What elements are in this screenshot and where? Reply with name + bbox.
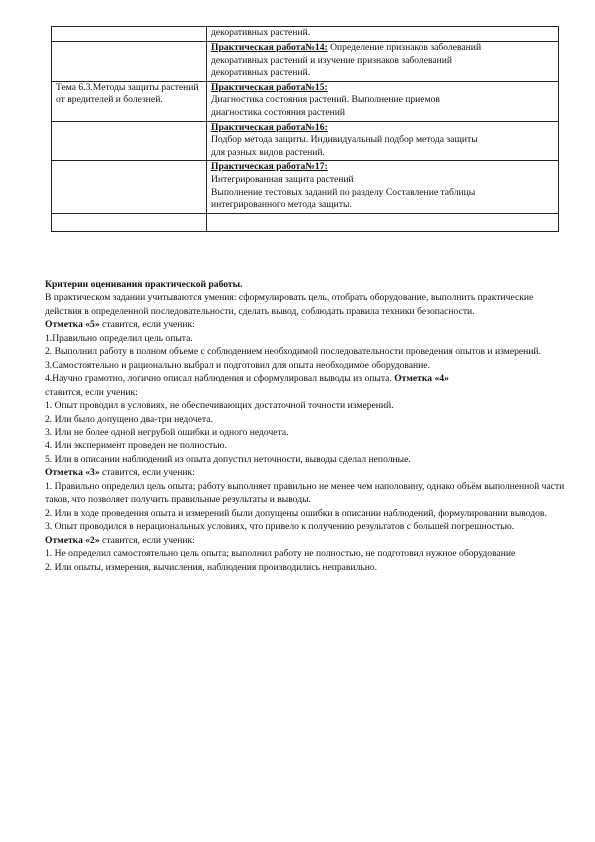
work-cell [207,81,559,121]
topic-cell [52,27,207,42]
criteria-intro: В практическом задании учитываются умения: сформулировать цель, отобрать оборудование, выполнить практические действия в определенной последовательности, сделать вывод, соблюдать правила техники безопасности. [45,292,534,317]
work-text: декоративных растений. [211,67,311,79]
grade-2-heading [45,534,565,547]
work-text: Выполнение тестовых заданий по разделу Составление таблицы [211,186,476,198]
table-row [52,121,559,161]
grade-3-item: 1. Правильно определил цель опыта; работу выполняет правильно не менее чем наполовину, однако объём выполненной части таков, что позволяет получить правильные результаты и выводы. [45,480,565,506]
grade-label: Отметка «2» [45,534,100,546]
topic-cell [52,42,207,82]
work-title: Практическая работа№17: [211,161,328,173]
work-text: Подбор метода защиты. Индивидуальный подбор метода защиты [211,134,478,146]
work-text: декоративных растений. [211,27,311,38]
grade-tail: ставится, если ученик: [99,467,195,479]
topic-cell [52,161,207,213]
work-title: Практическая работа№16: [211,121,328,133]
grade-3-heading [45,466,565,479]
work-title: Практическая работа№15: [211,81,328,93]
criteria-heading: Критерии оценивания практической работы. [45,279,243,290]
work-cell [207,121,559,161]
work-cell [207,27,559,42]
grade-tail: ставится, если ученик: [99,319,195,331]
grade-4-item: 4. Или эксперимент проведен не полностью. [45,440,227,452]
grade-3-item: 3. Опыт проводился в нерациональных условиях, что привело к получению результатов с большей погрешностью. [45,521,515,533]
grade-label: Отметка «3» [45,467,100,479]
grade-4-item: 5. Или в описании наблюдений из опыта допустил неточности, выводы сделал неполные. [45,453,411,465]
grade-5-item: 1.Правильно определил цель опыта. [45,332,193,344]
work-text: Диагностика состояния растений. Выполнение приемов [211,94,440,106]
grade-3-item: 2. Или в ходе проведения опыта и измерений были допущены ошибки в описании наблюдений, формулировании выводов. [45,507,547,519]
topic-cell [52,213,207,231]
work-text: для разных видов растений. [211,146,325,158]
topic-cell [52,121,207,161]
grade-5-item: 2. Выполнил работу в полном объеме с соблюдением необходимой последовательности проведения опытов и измерений. [45,346,541,358]
work-title: Практическая работа№14: [211,42,328,53]
table-row [52,81,559,121]
practical-works-table [51,26,559,232]
work-title-tail: Определение признаков заболеваний [327,42,482,53]
table-row [52,27,559,42]
table-row [52,213,559,231]
work-cell [207,213,559,231]
grade-4-item: 3. Или не более одной негрубой ошибки и одного недочета. [45,426,289,438]
work-cell [207,161,559,213]
grade-5-item [45,372,565,385]
table-row [52,161,559,213]
grade-5-heading [45,318,565,331]
grade-2-item: 2. Или опыты, измерения, вычисления, наблюдения производились неправильно. [45,561,378,573]
grade-tail: ставится, если ученик: [99,534,195,546]
work-text: декоративных растений и изучение признаков заболеваний [211,54,453,66]
grade-5-item: 3.Самостоятельно и рационально выбрал и подготовил для опыта необходимое оборудование. [45,359,430,371]
grade-label: Отметка «5» [45,319,100,331]
topic-cell: Тема 6.3.Методы защиты растений от вредителей и болезней. [52,81,207,121]
grade-label: Отметка «4» [394,373,449,385]
work-cell [207,42,559,82]
grade-4-tail: ставится, если ученик: [45,386,138,398]
grade-4-item: 2. Или было допущено два-три недочета. [45,413,213,425]
grade-5-item-text: 4.Научно грамотно, логично описал наблюдения и сформулировал выводы из опыта. [45,373,392,385]
grade-4-item: 1. Опыт проводил в условиях, не обеспечивающих достаточной точности измерений. [45,400,394,412]
work-text: интегрированного метода защиты. [211,199,352,211]
table-row [52,42,559,82]
work-text: Интегрированная защита растений [211,173,354,185]
work-text: диагностика состояния растений [211,106,346,118]
grade-2-item: 1. Не определил самостоятельно цель опыта; выполнил работу не полностью, не подготовил нужное оборудование [45,548,516,560]
assessment-criteria [45,278,565,574]
